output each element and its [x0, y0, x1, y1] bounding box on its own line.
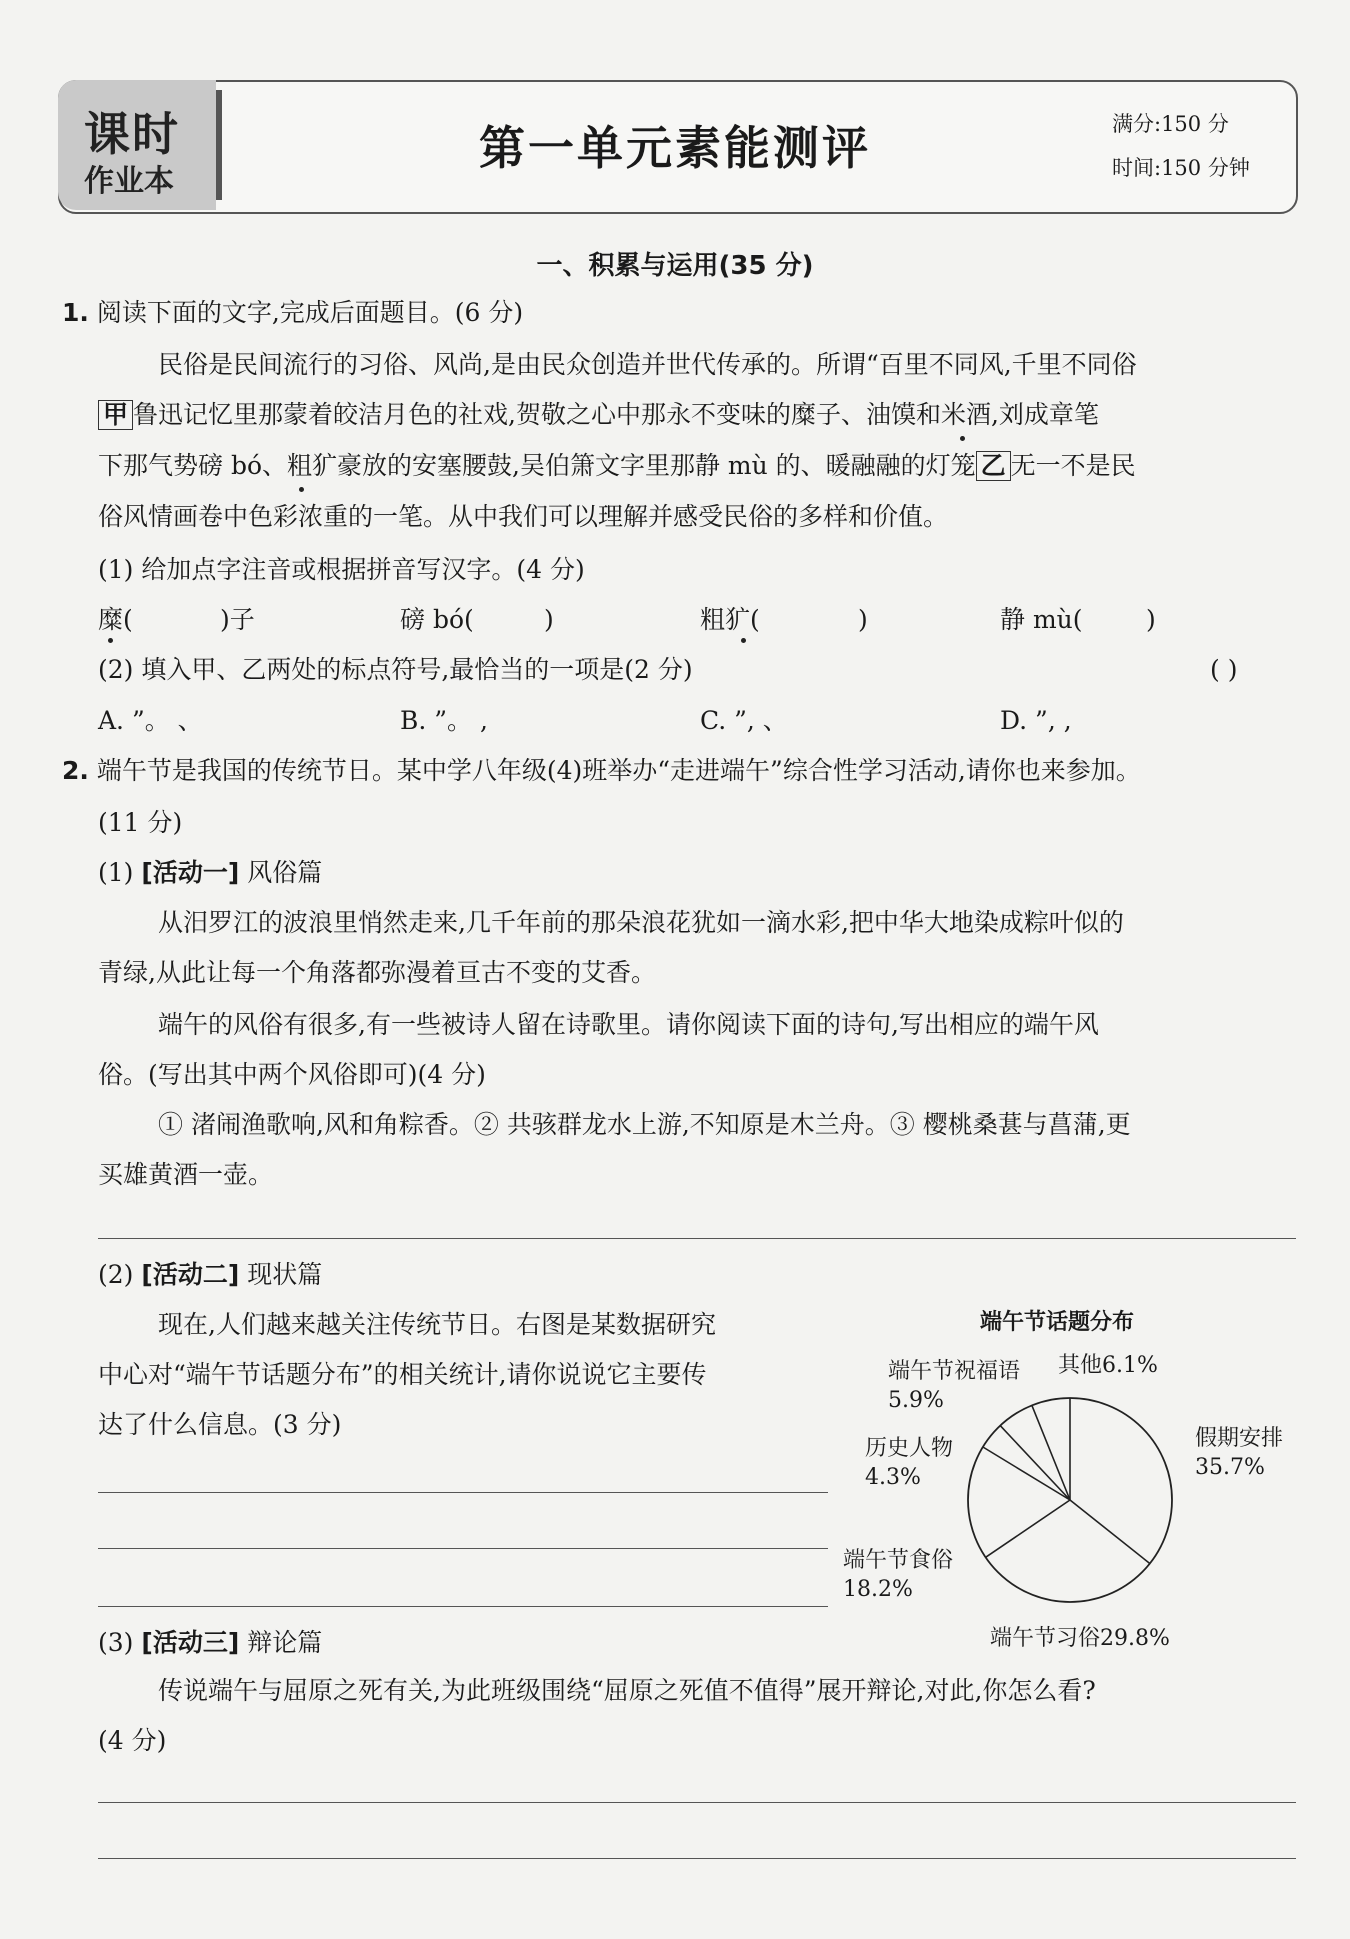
blank1-open: 糜(: [98, 605, 133, 634]
emphasis-dot: [960, 436, 965, 441]
pie-label-holiday: [1195, 1425, 1283, 1482]
activity2-heading: [98, 1260, 322, 1290]
blank3-close: ): [858, 605, 868, 634]
mark-yi: 乙: [976, 451, 1011, 481]
a1-p2-l2: 俗。(写出其中两个风俗即可)(4 分): [98, 1060, 486, 1089]
answer-line[interactable]: [98, 1492, 828, 1493]
a1-p1-l2: 青绿,从此让每一个角落都弥漫着亘古不变的艾香。: [98, 958, 656, 987]
emphasis-dot: [108, 638, 113, 643]
pie-label-greetings: [888, 1358, 1020, 1415]
option-d: D. ”, ,: [1000, 706, 1072, 735]
a2-l2: 中心对“端午节话题分布”的相关统计,请你说说它主要传: [98, 1360, 707, 1389]
q1-prompt: 阅读下面的文字,完成后面题目。(6 分): [96, 298, 524, 327]
label-value: 5.9%: [888, 1387, 944, 1413]
blank2-close: ): [544, 605, 554, 634]
label-text: 端午节食俗: [843, 1548, 954, 1573]
a2-l1: 现在,人们越来越关注传统节日。右图是某数据研究: [158, 1310, 716, 1339]
time-limit: 时间:150 分钟: [1112, 156, 1250, 180]
activity2-tag-wrap: [活动二]: [141, 1260, 240, 1289]
answer-line[interactable]: [98, 1606, 828, 1607]
activity3-tag-wrap: [活动三]: [141, 1628, 240, 1657]
a1-p1-l1: 从汨罗江的波浪里悄然走来,几千年前的那朵浪花犹如一滴水彩,把中华大地染成粽叶似的: [158, 908, 1124, 937]
option-b: B. ”。 ,: [400, 706, 488, 735]
section-title: 一、积累与运用(35 分): [536, 251, 814, 281]
q1-passage-l2-wrap: [98, 400, 1099, 430]
activity2-tag: 活动二: [152, 1260, 228, 1289]
q1-passage-l4: 俗风情画卷中色彩浓重的一笔。从中我们可以理解并感受民俗的多样和价值。: [98, 502, 949, 531]
a1-p2-l1: 端午的风俗有很多,有一些被诗人留在诗歌里。请你阅读下面的诗句,写出相应的端午风: [158, 1010, 1099, 1039]
blank2-open: 磅 bó(: [400, 605, 474, 634]
blank1-close: )子: [220, 605, 255, 634]
chart-title: 端午节话题分布: [980, 1310, 1135, 1335]
label-text: 假期安排: [1195, 1426, 1284, 1451]
a1-p3-l1: ① 渚闹渔歌响,风和角粽香。② 共骇群龙水上游,不知原是木兰舟。③ 樱桃桑葚与菖蒲,更: [158, 1110, 1131, 1139]
a3-l2: (4 分): [98, 1726, 167, 1755]
label-text: 其他: [1058, 1353, 1103, 1378]
activity1-tag-wrap: [活动一]: [141, 858, 240, 887]
answer-line[interactable]: [98, 1548, 828, 1549]
activity2-num: (2): [98, 1260, 134, 1289]
full-score: 满分:150 分: [1112, 112, 1229, 136]
activity3-num: (3): [98, 1628, 134, 1657]
label-text: 端午节习俗: [990, 1626, 1101, 1651]
q1-passage-l3-wrap: [98, 451, 1136, 481]
q1-passage-l3a: 下那气势磅 bó、粗犷豪放的安塞腰鼓,吴伯箫文字里那静 mù 的、暖融融的灯笼: [98, 451, 976, 480]
activity1-tag: 活动一: [152, 858, 228, 887]
q2-prompt-line: [62, 756, 1141, 786]
q1-sub2: (2) 填入甲、乙两处的标点符号,最恰当的一项是(2 分): [98, 655, 693, 684]
answer-paren: ( ): [1210, 655, 1238, 684]
option-c: C. ”, 、: [700, 706, 788, 735]
q1-sub1: (1) 给加点字注音或根据拼音写汉字。(4 分): [98, 555, 585, 584]
page-title: 第一单元素能测评: [479, 121, 871, 175]
emphasis-dot: [299, 487, 304, 492]
activity1-num: (1): [98, 858, 134, 887]
answer-line[interactable]: [98, 1858, 1296, 1859]
pie-label-history: [865, 1435, 953, 1492]
label-value: 29.8%: [1100, 1626, 1170, 1651]
activity1-heading: [98, 858, 322, 888]
q1-prompt-line: [62, 298, 523, 328]
activity3-title: 辩论篇: [247, 1628, 323, 1657]
option-a: A. ”。 、: [98, 706, 203, 735]
q1-passage-l2: 鲁迅记忆里那蒙着皎洁月色的社戏,贺敬之心中那永不变味的糜子、油馍和米酒,刘成章笔: [133, 400, 1099, 429]
q1-passage-l3b: 无一不是民: [1010, 451, 1136, 480]
answer-line[interactable]: [98, 1238, 1296, 1239]
pie-label-food: [843, 1547, 953, 1604]
blank4-close: ): [1146, 605, 1156, 634]
label-value: 18.2%: [843, 1576, 913, 1602]
logo-line1: 课时: [84, 107, 180, 161]
q2-points: (11 分): [98, 808, 183, 837]
activity1-title: 风俗篇: [247, 858, 323, 887]
label-value: 35.7%: [1195, 1454, 1265, 1480]
logo-line2: 作业本: [84, 164, 174, 199]
answer-line[interactable]: [98, 1802, 1296, 1803]
label-text: 历史人物: [865, 1436, 954, 1461]
activity2-title: 现状篇: [247, 1260, 323, 1289]
emphasis-dot: [741, 638, 746, 643]
a1-p3-l2: 买雄黄酒一壶。: [98, 1160, 274, 1189]
q2-number: 2.: [62, 756, 89, 785]
a3-l1: 传说端午与屈原之死有关,为此班级围绕“屈原之死值不值得”展开辩论,对此,你怎么看?: [158, 1676, 1096, 1705]
q1-passage-l1: 民俗是民间流行的习俗、风尚,是由民众创造并世代传承的。所谓“百里不同风,千里不同俗: [158, 350, 1137, 379]
mark-jia: 甲: [98, 400, 133, 430]
pie-label-custom: [990, 1625, 1170, 1654]
blank4-open: 静 mù(: [1000, 605, 1083, 634]
pie-chart: [960, 1390, 1180, 1610]
q1-number: 1.: [62, 298, 89, 327]
pie-label-other: [1058, 1352, 1158, 1381]
q2-prompt: 端午节是我国的传统节日。某中学八年级(4)班举办“走进端午”综合性学习活动,请你也来参加。: [96, 756, 1141, 785]
label-text: 端午节祝福语: [888, 1359, 1021, 1384]
a2-l3: 达了什么信息。(3 分): [98, 1410, 342, 1439]
label-value: 6.1%: [1102, 1353, 1158, 1378]
blank3-open: 粗犷(: [700, 605, 760, 634]
activity3-heading: [98, 1628, 322, 1658]
label-value: 4.3%: [865, 1464, 921, 1490]
activity3-tag: 活动三: [152, 1628, 228, 1657]
